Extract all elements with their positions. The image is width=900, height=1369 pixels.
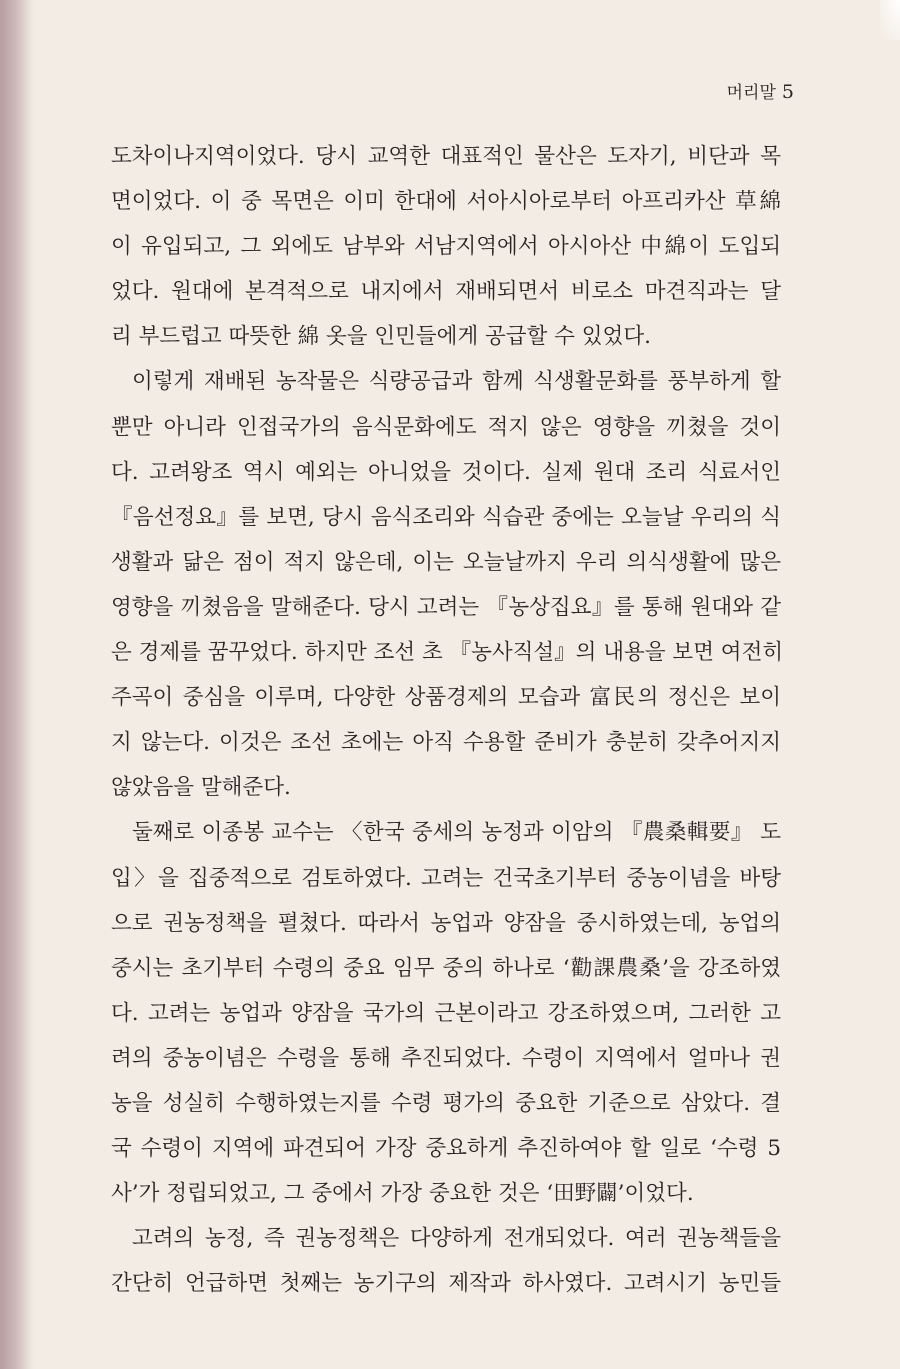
text-line: 둘째로 이종봉 교수는 〈한국 중세의 농정과 이암의 『農桑輯要』 도 [132,820,781,846]
text-line: 국 수령이 지역에 파견되어 가장 중요하게 추진하여야 할 일로 ‘수령 5 [111,1136,781,1162]
text-line: 『음선정요』를 보면, 당시 음식조리와 식습관 중에는 오늘날 우리의 식 [111,504,781,530]
text-line: 이 유입되고, 그 외에도 남부와 서남지역에서 아시아산 中綿이 도입되 [111,234,781,260]
text-line: 도차이나지역이었다. 당시 교역한 대표적인 물산은 도자기, 비단과 목 [111,144,781,169]
text-line: 주곡이 중심을 이루며, 다양한 상품경제의 모습과 富民의 정신은 보이 [111,685,781,711]
text-line: 려의 중농이념은 수령을 통해 추진되었다. 수령이 지역에서 얼마나 권 [111,1045,781,1071]
text-line: 면이었다. 이 중 목면은 이미 한대에 서아시아로부터 아프리카산 草綿 [111,189,781,215]
text-line: 간단히 언급하면 첫째는 농기구의 제작과 하사였다. 고려시기 농민들 [111,1271,781,1297]
text-line: 뿐만 아니라 인접국가의 음식문화에도 적지 않은 영향을 끼쳤을 것이 [111,414,781,440]
text-line: 다. 고려는 농업과 양잠을 국가의 근본이라고 강조하였으며, 그러한 고 [111,1000,781,1026]
text-line: 지 않는다. 이것은 조선 초에는 아직 수용할 준비가 충분히 갖추어지지 [111,730,781,756]
text-line: 고려의 농정, 즉 권농정책은 다양하게 전개되었다. 여러 권농책들을 [132,1226,781,1252]
corner-mark [880,0,900,40]
page-number: 5 [781,81,794,103]
text-line: 입〉을 집중적으로 검토하였다. 고려는 건국초기부터 중농이념을 바탕 [111,865,781,891]
text-line: 영향을 끼쳤음을 말해준다. 당시 고려는 『농상집요』를 통해 원대와 같 [111,594,781,620]
text-line: 리 부드럽고 따뜻한 綿 옷을 인민들에게 공급할 수 있었다. [111,324,651,350]
text-line: 었다. 원대에 본격적으로 내지에서 재배되면서 비로소 마견직과는 달 [111,279,781,305]
text-line: 이렇게 재배된 농작물은 식량공급과 함께 식생활문화를 풍부하게 할 [132,369,781,395]
body-text [111,134,784,1306]
text-line: 중시는 초기부터 수령의 중요 임무 중의 하나로 ‘勸課農桑’을 강조하였 [111,955,781,981]
text-line: 으로 권농정책을 펼쳤다. 따라서 농업과 양잠을 중시하였는데, 농업의 [111,910,781,936]
text-line: 은 경제를 꿈꾸었다. 하지만 조선 초 『농사직설』의 내용을 보면 여전히 [111,640,784,666]
text-line: 않았음을 말해준다. [111,775,291,801]
running-header [727,78,794,103]
running-header-title: 머리말 [726,83,776,103]
text-line: 농을 성실히 수행하였는지를 수령 평가의 중요한 기준으로 삼았다. 결 [111,1090,781,1116]
text-line: 사’가 정립되었고, 그 중에서 가장 중요한 것은 ‘田野闢’이었다. [111,1181,694,1207]
text-line: 다. 고려왕조 역시 예외는 아니었을 것이다. 실제 원대 조리 식료서인 [111,459,781,485]
page-gutter-shadow [0,0,34,1369]
text-line: 생활과 닮은 점이 적지 않은데, 이는 오늘날까지 우리 의식생활에 많은 [111,549,781,575]
